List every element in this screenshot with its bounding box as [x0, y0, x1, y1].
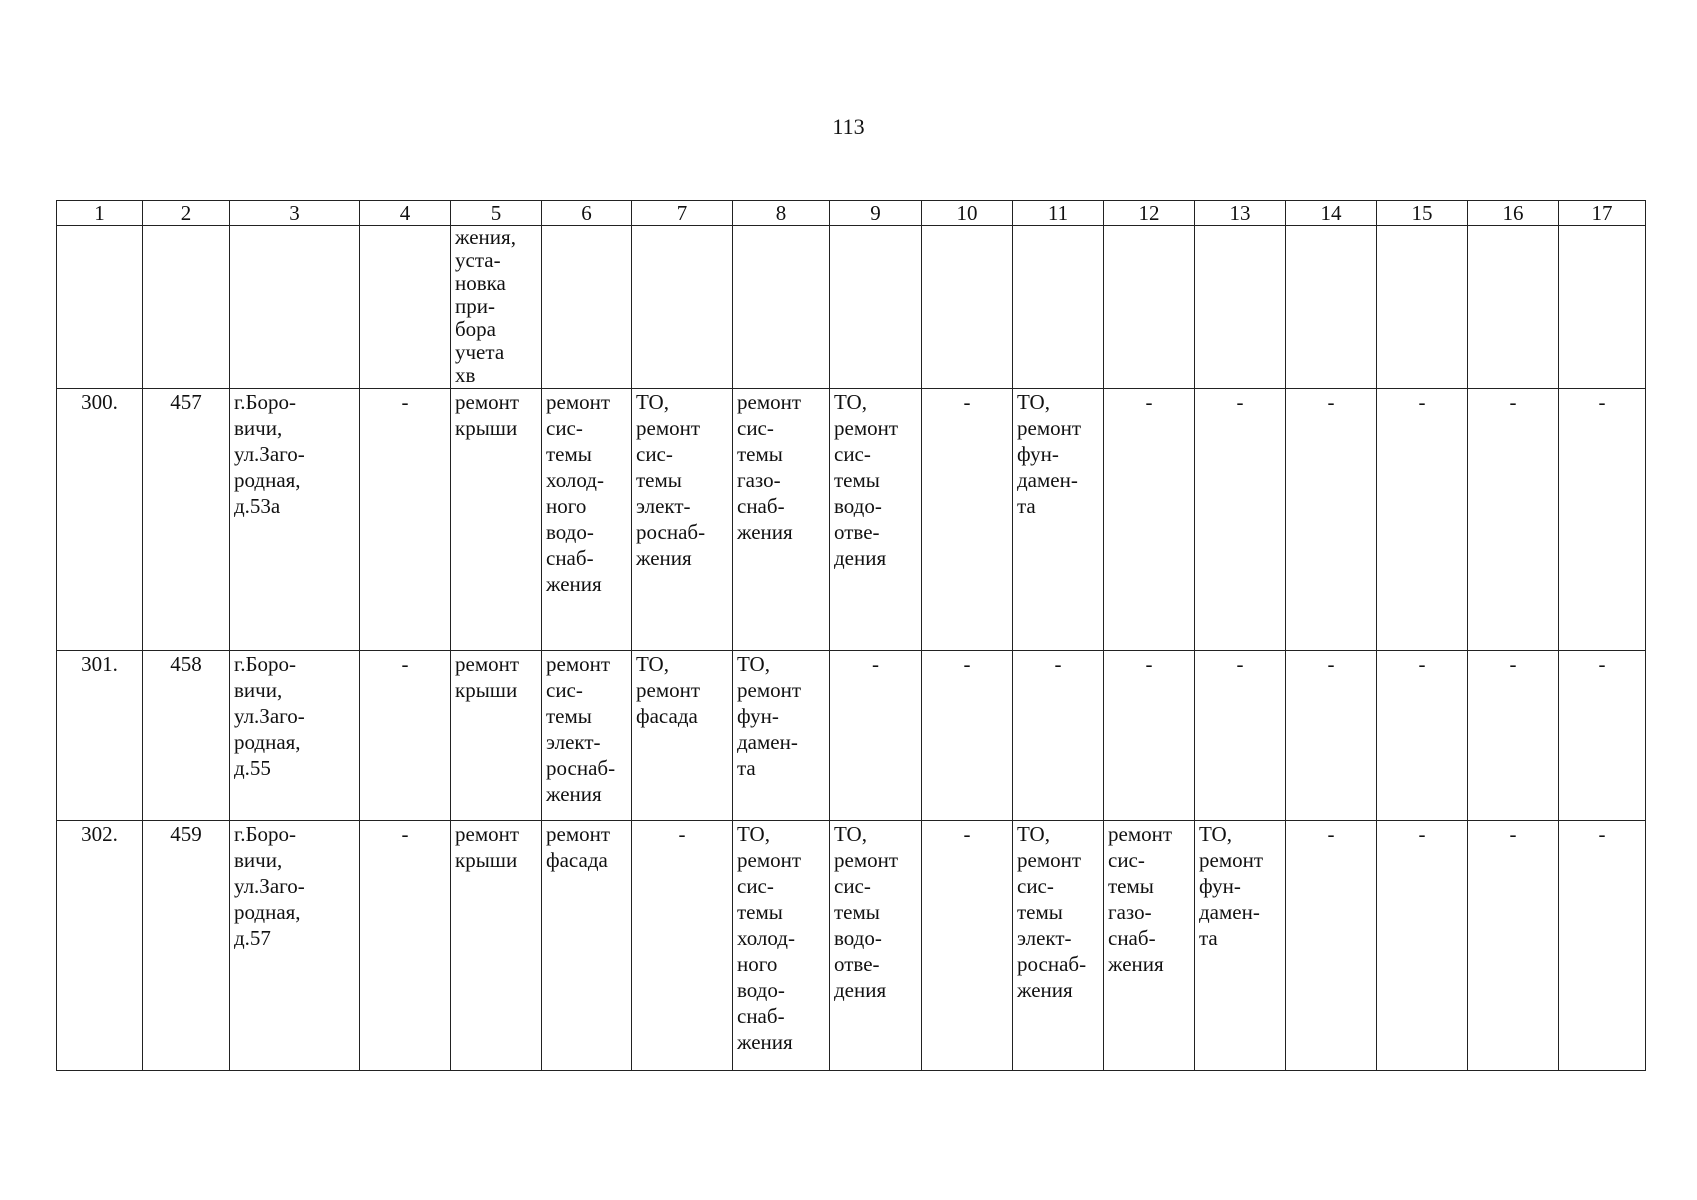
column-header: 10	[922, 201, 1013, 226]
table-cell: -	[1468, 651, 1559, 821]
table-cell	[632, 226, 733, 389]
table-cell: -	[1013, 651, 1104, 821]
continuation-row	[57, 226, 1646, 389]
table-cell	[922, 226, 1013, 389]
table-cell: ремонт сис- темы элект- роснаб- жения	[542, 651, 632, 821]
table-cell: ТО, ремонт фун- дамен- та	[1195, 821, 1286, 1071]
table-cell: -	[1104, 651, 1195, 821]
table-cell: жения, уста- новка при- бора учета хв	[451, 226, 542, 389]
column-header: 1	[57, 201, 143, 226]
column-header: 9	[830, 201, 922, 226]
table-cell: ТО, ремонт сис- темы элект- роснаб- жения	[632, 389, 733, 651]
address: г.Боро- вичи, ул.Заго- родная, д.55	[230, 651, 360, 821]
page-number: 113	[832, 114, 865, 139]
column-number-row	[57, 201, 1646, 226]
table-cell: -	[1468, 389, 1559, 651]
table-cell: -	[1195, 651, 1286, 821]
object-id: 459	[143, 821, 230, 1071]
table-cell: ремонт сис- темы холод- ного водо- снаб- жения	[542, 389, 632, 651]
table-cell: -	[1559, 821, 1646, 1071]
column-header: 7	[632, 201, 733, 226]
table-cell	[1104, 226, 1195, 389]
row-number: 302.	[57, 821, 143, 1071]
repair-schedule-table	[56, 200, 1646, 1071]
table-cell	[830, 226, 922, 389]
address: г.Боро- вичи, ул.Заго- родная, д.57	[230, 821, 360, 1071]
column-header: 3	[230, 201, 360, 226]
table-row	[57, 821, 1646, 1071]
table-cell: ремонт крыши	[451, 821, 542, 1071]
column-header: 4	[360, 201, 451, 226]
table-cell: -	[922, 389, 1013, 651]
table-cell: -	[360, 821, 451, 1071]
table-cell: -	[1559, 651, 1646, 821]
column-header: 5	[451, 201, 542, 226]
table-cell: -	[1377, 821, 1468, 1071]
column-header: 6	[542, 201, 632, 226]
table-cell: ТО, ремонт сис- темы холод- ного водо- снаб- жения	[733, 821, 830, 1071]
column-header: 13	[1195, 201, 1286, 226]
table-cell	[542, 226, 632, 389]
table-cell: -	[922, 821, 1013, 1071]
column-header: 12	[1104, 201, 1195, 226]
column-header: 8	[733, 201, 830, 226]
table-cell	[1286, 226, 1377, 389]
table-cell: -	[360, 389, 451, 651]
table-cell: -	[360, 651, 451, 821]
table-cell: ТО, ремонт сис- темы элект- роснаб- жения	[1013, 821, 1104, 1071]
table-cell: -	[1468, 821, 1559, 1071]
table-cell	[1468, 226, 1559, 389]
table-cell: ремонт сис- темы газо- снаб- жения	[1104, 821, 1195, 1071]
table-cell: ремонт сис- темы газо- снаб- жения	[733, 389, 830, 651]
table-row	[57, 389, 1646, 651]
table-cell: ТО, ремонт фун- дамен- та	[733, 651, 830, 821]
object-id: 457	[143, 389, 230, 651]
table-cell: ремонт крыши	[451, 389, 542, 651]
table-cell: -	[922, 651, 1013, 821]
column-header: 11	[1013, 201, 1104, 226]
object-id: 458	[143, 651, 230, 821]
row-number: 301.	[57, 651, 143, 821]
table-cell: ТО, ремонт сис- темы водо- отве- дения	[830, 821, 922, 1071]
column-header: 15	[1377, 201, 1468, 226]
table-cell	[57, 226, 143, 389]
table-cell	[1195, 226, 1286, 389]
table-cell	[360, 226, 451, 389]
table-cell	[1559, 226, 1646, 389]
row-number: 300.	[57, 389, 143, 651]
table-cell: ТО, ремонт фасада	[632, 651, 733, 821]
table-cell	[143, 226, 230, 389]
column-header: 14	[1286, 201, 1377, 226]
table-row	[57, 651, 1646, 821]
table-cell: -	[632, 821, 733, 1071]
table-cell: -	[1195, 389, 1286, 651]
address: г.Боро- вичи, ул.Заго- родная, д.53а	[230, 389, 360, 651]
table-cell: -	[1286, 651, 1377, 821]
table-cell: -	[1377, 651, 1468, 821]
table-cell	[733, 226, 830, 389]
table-cell	[230, 226, 360, 389]
table-cell: ремонт фасада	[542, 821, 632, 1071]
table-cell: -	[1104, 389, 1195, 651]
column-header: 16	[1468, 201, 1559, 226]
column-header: 17	[1559, 201, 1646, 226]
table-cell: ТО, ремонт сис- темы водо- отве- дения	[830, 389, 922, 651]
table-cell: ТО, ремонт фун- дамен- та	[1013, 389, 1104, 651]
table-cell: ремонт крыши	[451, 651, 542, 821]
table-cell: -	[1286, 389, 1377, 651]
table-cell	[1377, 226, 1468, 389]
table-cell: -	[1286, 821, 1377, 1071]
column-header: 2	[143, 201, 230, 226]
table-cell: -	[830, 651, 922, 821]
table-cell	[1013, 226, 1104, 389]
table-cell: -	[1377, 389, 1468, 651]
table-cell: -	[1559, 389, 1646, 651]
